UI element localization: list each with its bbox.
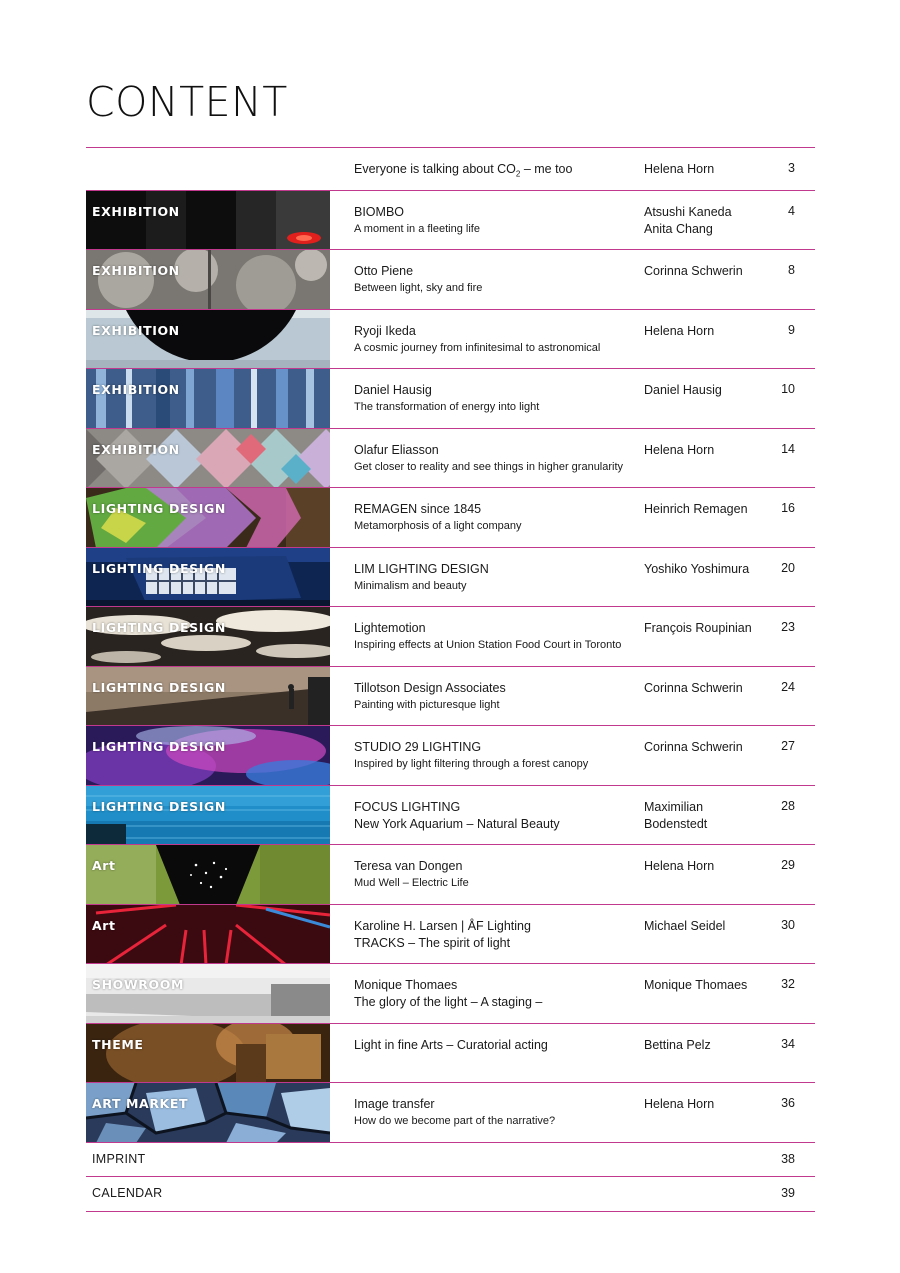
toc-row[interactable] — [86, 310, 815, 370]
toc-row[interactable] — [86, 1083, 815, 1143]
page-number: 14 — [781, 441, 795, 456]
toc-row[interactable] — [86, 488, 815, 548]
entry-title: Ryoji Ikeda A cosmic journey from infinitesimal to astronomical — [354, 323, 601, 354]
category-label: LIGHTING DESIGN — [92, 620, 226, 635]
page-number: 16 — [781, 501, 795, 515]
entry-author: Bettina Pelz — [644, 1037, 711, 1052]
thumbnail-image — [86, 429, 330, 488]
entry-title: FOCUS LIGHTING New York Aquarium – Natural Beauty — [354, 799, 560, 831]
page-number: 8 — [788, 263, 795, 277]
page-number: 27 — [781, 739, 795, 753]
page-number: 3 — [788, 161, 795, 175]
category-label: THEME — [92, 1036, 144, 1052]
toc-row-calendar[interactable] — [86, 1177, 815, 1212]
entry-title: Tillotson Design Associates Painting with picturesque light — [354, 680, 506, 711]
entry-title: STUDIO 29 LIGHTING Inspired by light filtering through a forest canopy — [354, 740, 589, 770]
entry-title: BIOMBO A moment in a fleeting life — [354, 204, 480, 235]
entry-author: Monique Thomaes — [644, 978, 748, 992]
page-number: 34 — [781, 1036, 795, 1051]
entry-author: Corinna Schwerin — [644, 740, 743, 754]
thumbnail-image — [86, 191, 330, 250]
toc-row[interactable] — [86, 607, 815, 667]
category-label: LIGHTING DESIGN — [92, 679, 226, 695]
page-number: 20 — [781, 560, 795, 575]
category-label: SHOWROOM — [92, 977, 184, 992]
page-number: 23 — [781, 620, 795, 634]
thumbnail-image — [86, 1083, 330, 1142]
section-label: CALENDAR — [92, 1186, 163, 1200]
entry-author: Helena Horn — [644, 1097, 715, 1111]
entry-title: REMAGEN since 1845 Metamorphosis of a light company — [354, 502, 522, 532]
toc-row[interactable] — [86, 250, 815, 310]
entry-title: Olafur Eliasson Get closer to reality and see things in higher granularity — [354, 442, 624, 473]
entry-title: LIM LIGHTING DESIGN Minimalism and beauty — [354, 561, 489, 592]
entry-author: Helena Horn — [644, 859, 715, 873]
thumbnail-image — [86, 726, 330, 785]
page-number: 32 — [781, 977, 795, 991]
category-label: LIGHTING DESIGN — [92, 739, 226, 754]
entry-title: Teresa van Dongen Mud Well – Electric Life — [354, 859, 469, 889]
toc-row[interactable] — [86, 191, 815, 251]
toc-row[interactable] — [86, 429, 815, 489]
category-label: Art — [92, 858, 116, 873]
category-label: EXHIBITION — [92, 203, 180, 219]
thumbnail-image — [86, 905, 330, 964]
page-number: 28 — [781, 798, 795, 813]
thumbnail-image — [86, 786, 330, 845]
page-number: 30 — [781, 917, 795, 932]
entry-author: Yoshiko Yoshimura — [644, 561, 750, 576]
entry-title: Karoline H. Larsen | ÅF Lighting TRACKS – The spirit of light — [354, 918, 531, 950]
toc-row-intro[interactable] — [86, 148, 815, 191]
thumbnail-image — [86, 845, 330, 904]
entry-author: Heinrich Remagen — [644, 502, 748, 516]
entry-author: Corinna Schwerin — [644, 680, 743, 695]
toc-row[interactable] — [86, 1024, 815, 1084]
thumbnail-image — [86, 250, 330, 309]
entry-title: Image transfer How do we become part of the narrative? — [354, 1097, 556, 1127]
category-label: LIGHTING DESIGN — [92, 560, 226, 576]
thumbnail-image — [86, 310, 330, 369]
thumbnail-image — [86, 607, 330, 666]
category-label: LIGHTING DESIGN — [92, 798, 226, 814]
entry-author: Corinna Schwerin — [644, 264, 743, 278]
entry-author: Atsushi Kaneda Anita Chang — [644, 204, 732, 236]
category-label: LIGHTING DESIGN — [92, 501, 226, 516]
toc-row[interactable] — [86, 667, 815, 727]
entry-title: Lightemotion Inspiring effects at Union Station Food Court in Toronto — [354, 621, 622, 651]
entry-title: Otto Piene Between light, sky and fire — [354, 264, 483, 294]
thumbnail-image — [86, 667, 330, 726]
toc-row[interactable] — [86, 786, 815, 846]
toc-row[interactable] — [86, 369, 815, 429]
category-label: ART MARKET — [92, 1096, 189, 1111]
thumbnail-image — [86, 1024, 330, 1083]
thumbnail-image — [86, 488, 330, 547]
thumbnail-image — [86, 369, 330, 428]
category-label: Art — [92, 917, 116, 933]
section-label: IMPRINT — [92, 1151, 146, 1166]
entry-author: Helena Horn — [644, 323, 715, 338]
page-number: 9 — [788, 322, 795, 337]
entry-title: Light in fine Arts – Curatorial acting — [354, 1037, 548, 1052]
category-label: EXHIBITION — [92, 322, 180, 338]
entry-author: Michael Seidel — [644, 918, 726, 933]
entry-author: François Roupinian — [644, 621, 752, 635]
entry-title: Monique Thomaes The glory of the light – A staging – — [354, 978, 543, 1009]
page-number: 24 — [781, 679, 795, 694]
toc-row[interactable] — [86, 845, 815, 905]
category-label: EXHIBITION — [92, 382, 180, 397]
page-number: 10 — [781, 382, 795, 396]
entry-author: Daniel Hausig — [644, 383, 722, 397]
entry-title: Daniel Hausig The transformation of energy into light — [354, 383, 540, 413]
toc-row-imprint[interactable] — [86, 1143, 815, 1178]
toc-row[interactable] — [86, 548, 815, 608]
page-number: 36 — [781, 1096, 795, 1110]
page-number: 38 — [781, 1151, 795, 1166]
page-number: 29 — [781, 858, 795, 872]
toc-row[interactable] — [86, 905, 815, 965]
toc-row[interactable] — [86, 726, 815, 786]
thumbnail-image — [86, 964, 330, 1023]
entry-author: Maximilian Bodenstedt — [644, 799, 708, 831]
category-label: EXHIBITION — [92, 263, 180, 278]
category-label: EXHIBITION — [92, 441, 180, 457]
page-number: 39 — [781, 1186, 795, 1200]
entry-author: Helena Horn — [644, 442, 715, 457]
thumbnail-image — [86, 548, 330, 607]
page-number: 4 — [788, 203, 795, 218]
toc-row[interactable] — [86, 964, 815, 1024]
page-title: CONTENT — [86, 78, 288, 126]
entry-title: Everyone is talking about $CO_2$ – me too — [354, 162, 573, 179]
table-of-contents — [86, 147, 815, 1212]
entry-author: Helena Horn — [644, 162, 715, 176]
